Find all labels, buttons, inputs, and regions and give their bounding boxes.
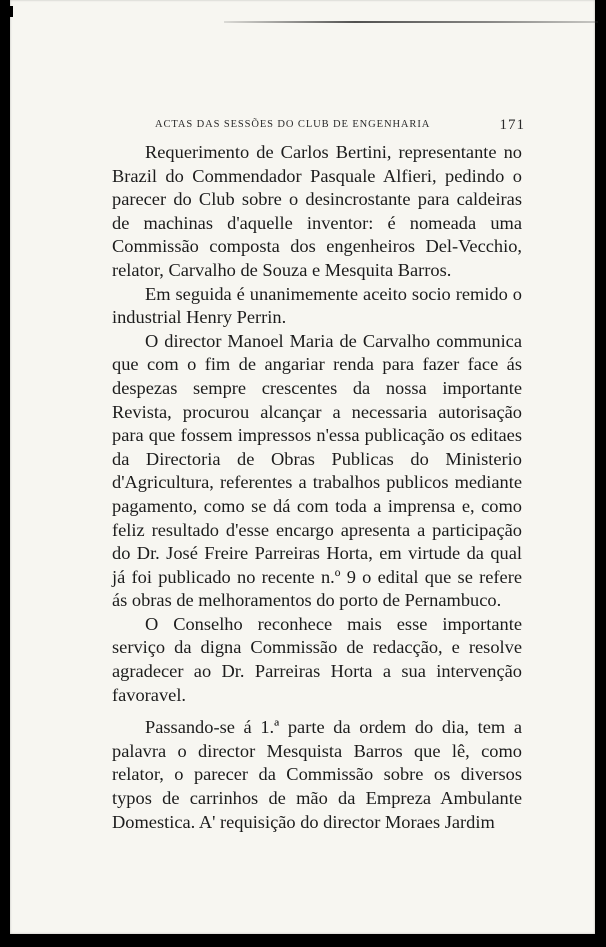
body-text — [112, 141, 522, 834]
running-header-title: ACTAS DAS SESSÕES DO CLUB DE ENGENHARIA — [155, 119, 431, 130]
scanned-page — [10, 0, 595, 934]
scan-edge-mark — [0, 6, 13, 17]
paragraph-socio-remido: Em seguida é unanimemente aceito socio remido o industrial Henry Perrin. — [112, 283, 522, 328]
paragraph-requerimento: Requerimento de Carlos Bertini, representante no Brazil do Commendador Pasquale Alfieri, pedindo o parecer do Club sobre o desincrostante para caldeiras de machinas d'aquelle inventor: é nomeada uma Commissão composta dos engenheiros Del-Vecchio, relator, Carvalho de Souza e Mesquita Barros. — [112, 142, 522, 280]
running-header — [155, 119, 525, 135]
paragraph-conselho: O Conselho reconhece mais esse importante serviço da digna Commissão de redacção, e resolve agradecer ao Dr. Parreiras Horta a sua intervenção favoravel. — [112, 613, 522, 705]
paragraph-ordem-do-dia: Passando-se á 1.ª parte da ordem do dia, tem a palavra o director Mesquista Barros que lê, como relator, o parecer da Commissão sobre os diversos typos de carrinhos de mão da Empreza Ambulante Domestica. A' requisição do director Moraes Jardim — [112, 717, 522, 832]
page-number: 171 — [499, 117, 525, 133]
page-edge-shadow — [600, 22, 601, 922]
top-rule-mark — [224, 21, 598, 23]
paragraph-director-communica: O director Manoel Maria de Carvalho communica que com o fim de angariar renda para fazer face ás despezas sempre crescentes da nossa importante Revista, procurou alcançar a necessaria autorisação para que fossem impressos n'essa publicação os editaes da Directoria de Obras Publicas do Ministerio d'Agricultura, referentes a trabalhos publicos mediante pagamento, como se dá com toda a imprensa e, como feliz resultado d'esse encargo apresenta a participação do Dr. José Freire Parreiras Horta, em virtude da qual já foi publicado no recente n.º 9 o edital que se refere ás obras de melhoramentos do porto de Pernambuco. — [112, 330, 522, 611]
